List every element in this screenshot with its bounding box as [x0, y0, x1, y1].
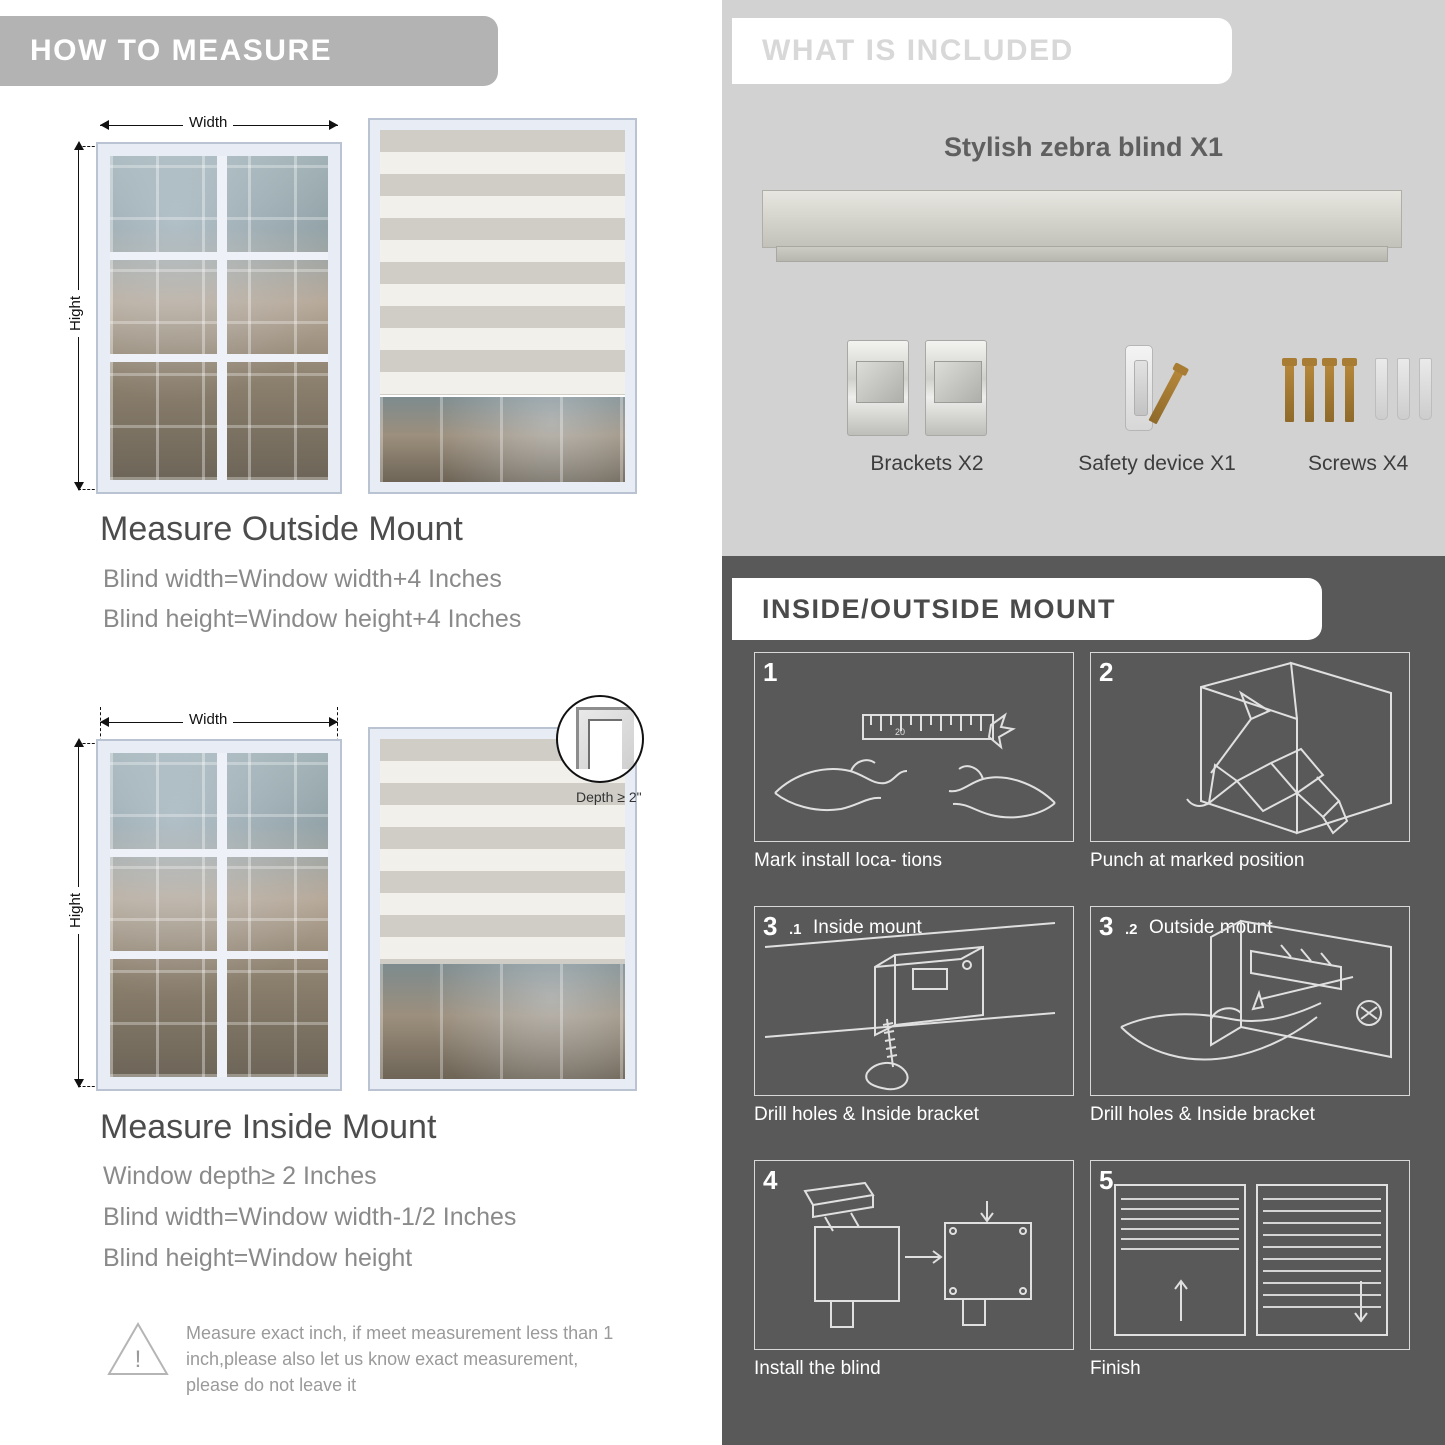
- measure-warning-note: [106, 1320, 626, 1398]
- svg-text:20: 20: [895, 727, 906, 737]
- screw-icon: [1149, 364, 1187, 425]
- step-3-1-caption: Drill holes & Inside bracket: [754, 1104, 979, 1125]
- part-screws: [1257, 330, 1445, 480]
- screw-icon: [1325, 358, 1334, 422]
- headrail-top: [762, 190, 1402, 248]
- screw-icon: [1285, 358, 1294, 422]
- depth-corner-inner: [588, 719, 622, 769]
- arrow-icon: [100, 120, 109, 130]
- inside-mount-line-1: Window depth≥ 2 Inches: [103, 1162, 377, 1190]
- step-3-2-caption: Drill holes & Inside bracket: [1090, 1104, 1315, 1125]
- window-mullion: [110, 354, 328, 362]
- step-3-1-label: Inside mount: [813, 917, 922, 938]
- screws-caption: Screws X4: [1308, 452, 1409, 475]
- step-5-number: 5: [1099, 1165, 1114, 1195]
- width-label: Width: [183, 711, 233, 728]
- width-label: Width: [183, 114, 233, 131]
- anchor-icon: [1419, 358, 1432, 420]
- window-mullion: [110, 951, 328, 959]
- height-label: Hight: [67, 290, 84, 337]
- inside-bracket-svg: [755, 907, 1075, 1097]
- bracket-icon: [925, 340, 987, 436]
- what-is-included-panel: [722, 0, 1445, 556]
- blind-graphic: [370, 120, 635, 492]
- height-label: Hight: [67, 887, 84, 934]
- finished-blinds-svg: [1091, 1161, 1411, 1351]
- window-graphic: [98, 741, 340, 1089]
- warning-icon: [106, 1320, 170, 1378]
- arrow-icon: [329, 120, 338, 130]
- how-to-measure-panel: [0, 0, 710, 1445]
- headrail-bottom: [776, 246, 1388, 262]
- screw-icon: [1345, 358, 1354, 422]
- arrow-icon: [329, 717, 338, 727]
- window-mullion: [110, 252, 328, 260]
- brackets-caption: Brackets X2: [870, 452, 984, 475]
- step-3-1-subnumber: .1: [789, 921, 802, 938]
- anchor-icon: [1397, 358, 1410, 420]
- included-parts-row: [722, 330, 1445, 500]
- outside-bracket-svg: [1091, 907, 1411, 1097]
- anchor-icon: [1375, 358, 1388, 420]
- step-3-1-sketch: [755, 907, 1073, 1095]
- part-safety-device: [1047, 330, 1267, 480]
- window-mullion: [217, 753, 227, 1077]
- window-view: [380, 397, 625, 482]
- step-1-sketch: [755, 653, 1073, 841]
- how-to-measure-banner: HOW TO MEASURE: [0, 16, 498, 86]
- step-2-caption: Punch at marked position: [1090, 850, 1305, 871]
- step-3-2-sketch: [1091, 907, 1409, 1095]
- blind-graphic: [370, 729, 635, 1089]
- step-5-sketch: [1091, 1161, 1409, 1349]
- step-2-sketch: [1091, 653, 1409, 841]
- step-4-number: 4: [763, 1165, 778, 1195]
- outside-mount-line-1: Blind width=Window width+4 Inches: [103, 565, 502, 593]
- outside-mount-illustration: [0, 100, 710, 500]
- install-blind-svg: [755, 1161, 1075, 1351]
- depth-label: Depth ≥ 2": [576, 789, 642, 805]
- depth-callout-circle: [556, 695, 644, 783]
- screw-icon: [1305, 358, 1314, 422]
- blind-fabric: [380, 130, 625, 395]
- step-1-caption: Mark install loca- tions: [754, 850, 942, 871]
- included-product-title: Stylish zebra blind X1: [943, 132, 1224, 162]
- inside-outside-mount-panel: [722, 556, 1445, 1445]
- warning-note-text: Measure exact inch, if meet measurement less than 1 inch,please also let us know exact measurement, please do not leave it: [186, 1323, 614, 1396]
- step-1-number: 1: [763, 657, 778, 687]
- inside-mount-heading: Measure Inside Mount: [100, 1108, 437, 1146]
- part-brackets: [817, 330, 1037, 480]
- step-4-caption: Install the blind: [754, 1358, 881, 1379]
- drill-svg: [1091, 653, 1411, 843]
- svg-text:!: !: [134, 1346, 142, 1373]
- safety-device-caption: Safety device X1: [1078, 452, 1236, 475]
- window-view: [380, 964, 625, 1079]
- step-4-sketch: [755, 1161, 1073, 1349]
- inside-mount-line-2: Blind width=Window width-1/2 Inches: [103, 1203, 517, 1231]
- step-2: [1090, 652, 1410, 842]
- inside-outside-mount-banner: INSIDE/OUTSIDE MOUNT: [732, 578, 1322, 640]
- warning-triangle-svg: [106, 1320, 170, 1378]
- what-is-included-banner: WHAT IS INCLUDED: [732, 18, 1232, 84]
- step-5-caption: Finish: [1090, 1358, 1141, 1379]
- window-mullion: [217, 156, 227, 480]
- step-2-number: 2: [1099, 657, 1114, 687]
- arrow-icon: [100, 717, 109, 727]
- zebra-blind-headrail-graphic: [762, 190, 1402, 262]
- outside-mount-heading: Measure Outside Mount: [100, 510, 463, 548]
- step-1: [754, 652, 1074, 842]
- step-3-2-number: 3: [1099, 911, 1114, 941]
- step-3-2-label: Outside mount: [1149, 917, 1273, 938]
- step-3-2-subnumber: .2: [1125, 921, 1138, 938]
- outside-mount-line-2: Blind height=Window height+4 Inches: [103, 605, 522, 633]
- inside-mount-line-3: Blind height=Window height: [103, 1244, 413, 1272]
- bracket-icon: [847, 340, 909, 436]
- measure-hand-svg: [755, 653, 1075, 843]
- step-3-2: [1090, 906, 1410, 1096]
- step-3-1-number: 3: [763, 911, 778, 941]
- step-4: [754, 1160, 1074, 1350]
- window-mullion: [110, 849, 328, 857]
- inside-mount-illustration: [0, 697, 710, 1097]
- step-5: [1090, 1160, 1410, 1350]
- window-graphic: [98, 144, 340, 492]
- step-3-1: [754, 906, 1074, 1096]
